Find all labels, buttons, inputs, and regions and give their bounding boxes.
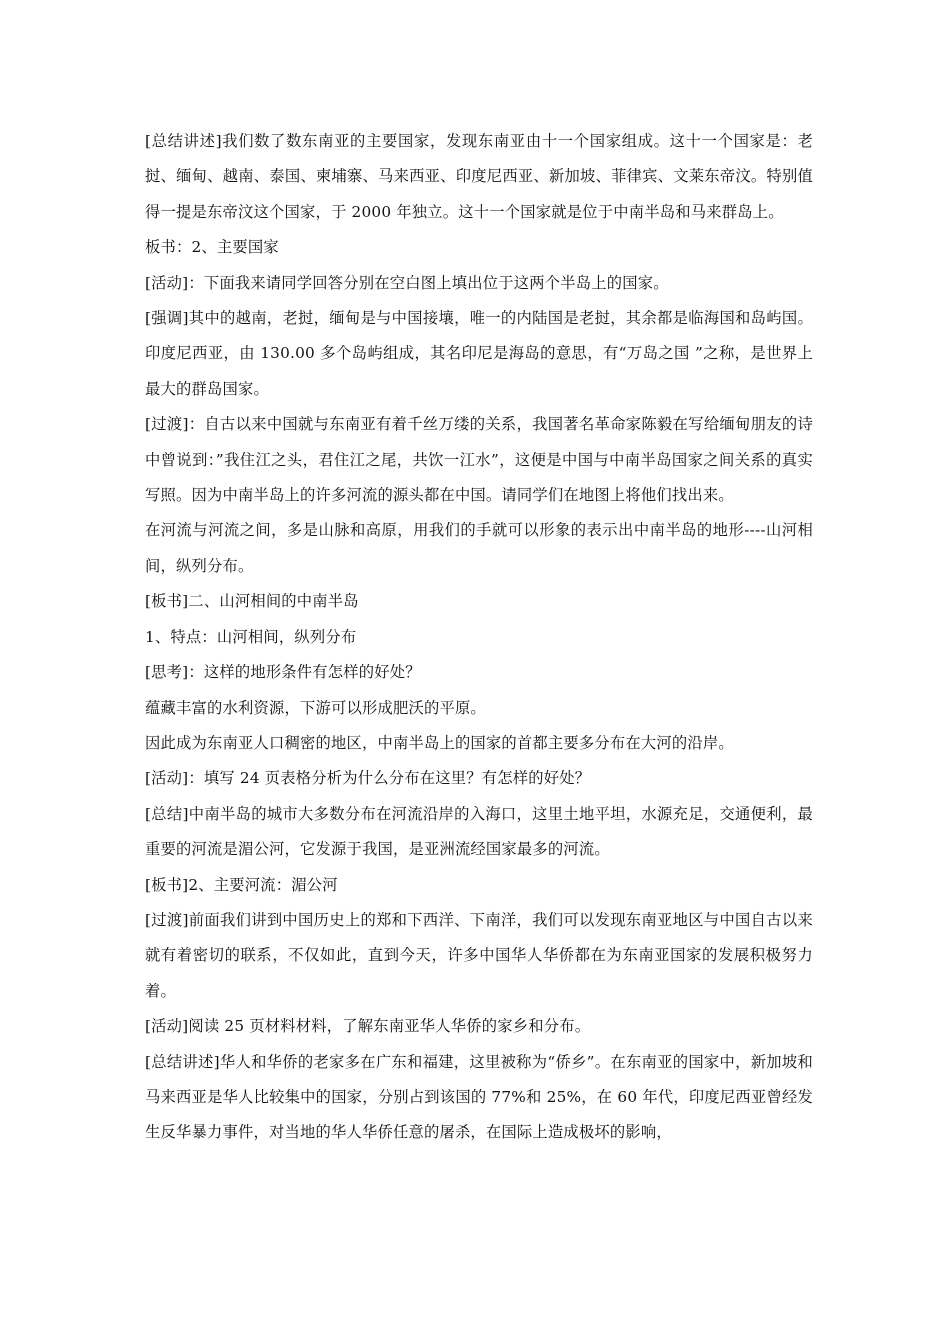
paragraph-board-rivers: [板书]2、主要河流：湄公河 [145,875,338,894]
paragraph-summary-cities: [总结]中南半岛的城市大多数分布在河流沿岸的入海口，这里土地平坦，水源充足，交通便利，最重要的河流是湄公河，它发源于我国，是亚洲流经国家最多的河流。 [145,804,813,859]
paragraph-think: [思考]：这样的地形条件有怎样的好处？ [145,663,421,682]
paragraph-summary-overseas: [总结讲述]华人和华侨的老家多在广东和福建，这里被称为“侨乡”。在东南亚的国家中，新加坡和马来西亚是华人比较集中的国家，分别占到该国的 77%和 25%，在 60 年代，印度尼西亚曾经发生反华暴力事件，对当地的华人华侨任意的屠杀，在国际上造成极坏的影响， [145,1052,813,1142]
paragraph-emphasis-neighbors: [强调]其中的越南，老挝，缅甸是与中国接壤，唯一的内陆国是老挝，其余都是临海国和岛屿国。印度尼西亚，由 130.00 多个岛屿组成，其名印尼是海岛的意思，有“万岛之国 ”之称，是世界上最大的群岛国家。 [145,309,813,398]
paragraph-board-peninsula: [板书]二、山河相间的中南半岛 [145,592,359,611]
paragraph-activity-fill-map: [活动]：下面我来请同学回答分别在空白图上填出位于这两个半岛上的国家。 [145,273,669,292]
paragraph-board-main-countries: 板书：2、主要国家 [145,238,279,257]
paragraph-summary-countries: [总结讲述]我们数了数东南亚的主要国家，发现东南亚由十一个国家组成。这十一个国家是：老挝、缅甸、越南、泰国、柬埔寨、马来西亚、印度尼西亚、新加坡、菲律宾、文莱东帝汶。特别值得一提是东帝汶这个国家，于 2000 年独立。这十一个国家就是位于中南半岛和马来群岛上。 [145,132,813,221]
paragraph-activity-read: [活动]阅读 25 页材料材料，了解东南亚华人华侨的家乡和分布。 [145,1017,591,1036]
paragraph-feature: 1、特点：山河相间，纵列分布 [145,627,357,646]
document-body [145,124,813,1151]
paragraph-activity-table: [活动]：填写 24 页表格分析为什么分布在这里？有怎样的好处？ [145,769,591,788]
paragraph-terrain: 在河流与河流之间，多是山脉和高原，用我们的手就可以形象的表示出中南半岛的地形----山河相间，纵列分布。 [145,521,813,575]
paragraph-resources: 蕴藏丰富的水利资源，下游可以形成肥沃的平原。 [145,698,486,717]
paragraph-population: 因此成为东南亚人口稠密的地区，中南半岛上的国家的首都主要多分布在大河的沿岸。 [145,733,734,752]
paragraph-transition-rivers: [过渡]：自古以来中国就与东南亚有着千丝万缕的关系，我国著名革命家陈毅在写给缅甸朋友的诗中曾说到：”我住江之头，君住江之尾，共饮一江水”，这便是中国与中南半岛国家之间关系的真实写照。因为中南半岛上的许多河流的源头都在中国。请同学们在地图上将他们找出来。 [145,415,813,505]
paragraph-transition-overseas: [过渡]前面我们讲到中国历史上的郑和下西洋、下南洋，我们可以发现东南亚地区与中国自古以来就有着密切的联系，不仅如此，直到今天，许多中国华人华侨都在为东南亚国家的发展积极努力着。 [145,910,813,1000]
